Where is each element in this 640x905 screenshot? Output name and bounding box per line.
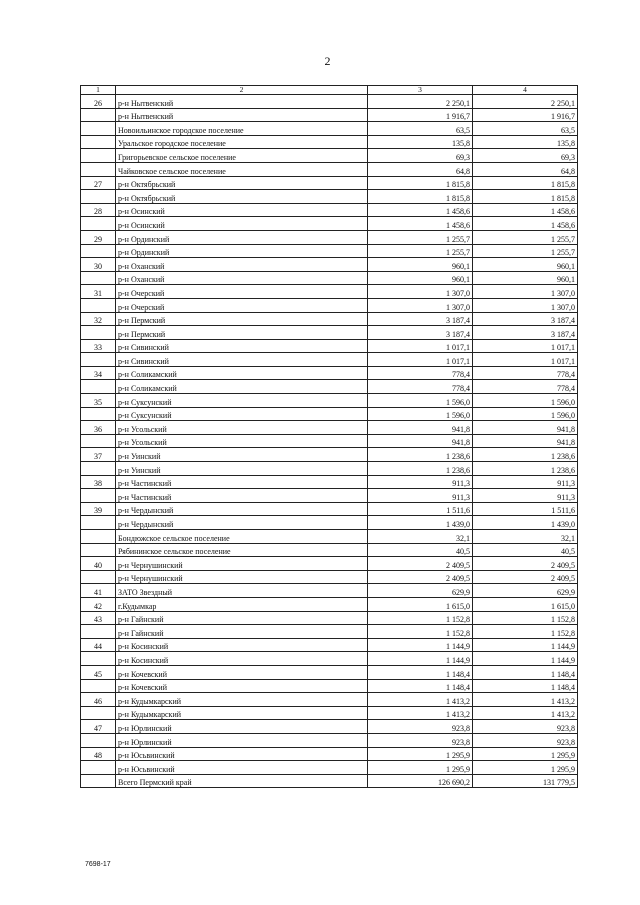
row-name-cell: р-н Кочевский (116, 665, 368, 679)
row-number-cell (81, 162, 116, 176)
row-number-cell: 36 (81, 421, 116, 435)
row-value-col4-cell: 1 144,9 (473, 652, 578, 666)
table-row (81, 380, 578, 394)
row-value-col3-cell: 1 255,7 (368, 244, 473, 258)
table-row (81, 733, 578, 747)
row-value-col3-cell: 3 187,4 (368, 326, 473, 340)
table-row (81, 597, 578, 611)
row-number-cell: 30 (81, 258, 116, 272)
table-row (81, 258, 578, 272)
row-value-col3-cell: 1 815,8 (368, 190, 473, 204)
row-name-cell: р-н Нытвенский (116, 95, 368, 109)
row-value-col3-cell: 1 458,6 (368, 217, 473, 231)
row-value-col4-cell: 629,9 (473, 584, 578, 598)
row-number-cell: 47 (81, 720, 116, 734)
row-name-cell: р-н Усольский (116, 421, 368, 435)
row-name-cell: р-н Суксунский (116, 407, 368, 421)
row-name-cell: р-н Ординский (116, 244, 368, 258)
row-value-col3-cell: 1 295,9 (368, 761, 473, 775)
row-name-cell: Всего Пермский край (116, 774, 368, 788)
row-number-cell (81, 244, 116, 258)
row-value-col4-cell: 1 238,6 (473, 448, 578, 462)
row-value-col3-cell: 64,8 (368, 162, 473, 176)
row-value-col4-cell: 3 187,4 (473, 326, 578, 340)
row-number-cell: 27 (81, 176, 116, 190)
row-value-col4-cell: 1 458,6 (473, 217, 578, 231)
table-row (81, 706, 578, 720)
table-row (81, 611, 578, 625)
row-value-col4-cell: 1 152,8 (473, 625, 578, 639)
row-number-cell: 42 (81, 597, 116, 611)
row-value-col3-cell: 1 148,4 (368, 665, 473, 679)
row-number-cell (81, 774, 116, 788)
row-number-cell (81, 190, 116, 204)
row-value-col3-cell: 69,3 (368, 149, 473, 163)
table-body (81, 86, 578, 788)
page-number: 2 (324, 54, 331, 68)
table-row (81, 326, 578, 340)
row-name-cell: Рябининское сельское поселение (116, 543, 368, 557)
row-value-col3-cell: 1 615,0 (368, 597, 473, 611)
row-value-col3-cell: 1 152,8 (368, 625, 473, 639)
row-name-cell: р-н Уинский (116, 462, 368, 476)
table-row (81, 298, 578, 312)
row-number-cell: 32 (81, 312, 116, 326)
header-cell-3: 3 (368, 86, 473, 95)
table-row (81, 720, 578, 734)
row-number-cell (81, 298, 116, 312)
row-name-cell: г.Кудымкар (116, 597, 368, 611)
row-value-col3-cell: 1 255,7 (368, 230, 473, 244)
row-value-col3-cell: 941,8 (368, 421, 473, 435)
table-row (81, 584, 578, 598)
table-row (81, 271, 578, 285)
row-name-cell: р-н Октябрьский (116, 190, 368, 204)
row-value-col3-cell: 1 815,8 (368, 176, 473, 190)
row-number-cell (81, 108, 116, 122)
row-number-cell (81, 462, 116, 476)
row-name-cell: р-н Косинский (116, 652, 368, 666)
budget-table (80, 85, 578, 788)
row-number-cell (81, 135, 116, 149)
row-value-col4-cell: 1 017,1 (473, 353, 578, 367)
row-name-cell: р-н Гайнский (116, 625, 368, 639)
table-row (81, 394, 578, 408)
row-number-cell: 46 (81, 693, 116, 707)
table-row (81, 353, 578, 367)
row-number-cell: 35 (81, 394, 116, 408)
row-name-cell: р-н Очерский (116, 298, 368, 312)
table-row (81, 652, 578, 666)
table-row (81, 95, 578, 109)
row-value-col3-cell: 2 409,5 (368, 570, 473, 584)
row-name-cell: р-н Гайнский (116, 611, 368, 625)
row-value-col3-cell: 135,8 (368, 135, 473, 149)
row-number-cell: 26 (81, 95, 116, 109)
row-value-col4-cell: 1 152,8 (473, 611, 578, 625)
row-value-col3-cell: 1 307,0 (368, 285, 473, 299)
table-row (81, 190, 578, 204)
table-row (81, 774, 578, 788)
row-name-cell: р-н Суксунский (116, 394, 368, 408)
row-number-cell (81, 149, 116, 163)
row-name-cell: р-н Осинский (116, 203, 368, 217)
row-value-col3-cell: 1 413,2 (368, 706, 473, 720)
row-name-cell: р-н Юрлинский (116, 720, 368, 734)
row-name-cell: Чайковское сельское поселение (116, 162, 368, 176)
row-number-cell: 31 (81, 285, 116, 299)
table-row (81, 285, 578, 299)
row-value-col3-cell: 911,3 (368, 489, 473, 503)
row-value-col4-cell: 1 307,0 (473, 285, 578, 299)
row-name-cell: ЗАТО Звездный (116, 584, 368, 598)
header-cell-4: 4 (473, 86, 578, 95)
table-row (81, 747, 578, 761)
row-value-col3-cell: 1 439,0 (368, 516, 473, 530)
row-value-col3-cell: 1 511,6 (368, 502, 473, 516)
row-value-col4-cell: 1 413,2 (473, 706, 578, 720)
row-number-cell: 43 (81, 611, 116, 625)
table-row (81, 761, 578, 775)
row-value-col3-cell: 40,5 (368, 543, 473, 557)
header-cell-2: 2 (116, 86, 368, 95)
row-value-col4-cell: 32,1 (473, 530, 578, 544)
table-row (81, 625, 578, 639)
row-number-cell (81, 706, 116, 720)
row-name-cell: р-н Кочевский (116, 679, 368, 693)
row-number-cell (81, 652, 116, 666)
table-row (81, 312, 578, 326)
row-name-cell: р-н Оханский (116, 258, 368, 272)
row-value-col4-cell: 69,3 (473, 149, 578, 163)
row-value-col3-cell: 1 238,6 (368, 462, 473, 476)
row-value-col4-cell: 1 413,2 (473, 693, 578, 707)
row-number-cell (81, 516, 116, 530)
row-value-col4-cell: 1 307,0 (473, 298, 578, 312)
row-value-col4-cell: 1 144,9 (473, 638, 578, 652)
row-value-col3-cell: 1 017,1 (368, 353, 473, 367)
table-row (81, 570, 578, 584)
row-value-col4-cell: 1 596,0 (473, 407, 578, 421)
row-value-col4-cell: 63,5 (473, 122, 578, 136)
row-value-col4-cell: 778,4 (473, 366, 578, 380)
row-value-col4-cell: 1 238,6 (473, 462, 578, 476)
row-name-cell: р-н Юрлинский (116, 733, 368, 747)
row-value-col3-cell: 1 144,9 (368, 638, 473, 652)
row-value-col3-cell: 1 238,6 (368, 448, 473, 462)
row-value-col3-cell: 960,1 (368, 271, 473, 285)
row-value-col3-cell: 2 250,1 (368, 95, 473, 109)
row-value-col4-cell: 64,8 (473, 162, 578, 176)
row-number-cell (81, 217, 116, 231)
row-number-cell (81, 271, 116, 285)
row-name-cell: р-н Октябрьский (116, 176, 368, 190)
row-value-col4-cell: 1 439,0 (473, 516, 578, 530)
table-row (81, 693, 578, 707)
row-value-col3-cell: 1 295,9 (368, 747, 473, 761)
row-name-cell: р-н Усольский (116, 434, 368, 448)
row-number-cell: 28 (81, 203, 116, 217)
row-value-col3-cell: 1 916,7 (368, 108, 473, 122)
row-value-col3-cell: 1 152,8 (368, 611, 473, 625)
header-cell-1: 1 (81, 86, 116, 95)
row-name-cell: р-н Частинский (116, 489, 368, 503)
row-value-col4-cell: 1 596,0 (473, 394, 578, 408)
row-name-cell: р-н Чернушинский (116, 570, 368, 584)
row-value-col3-cell: 923,8 (368, 720, 473, 734)
row-value-col4-cell: 1 815,8 (473, 176, 578, 190)
row-value-col3-cell: 941,8 (368, 434, 473, 448)
row-value-col4-cell: 1 295,9 (473, 761, 578, 775)
row-name-cell: р-н Пермский (116, 312, 368, 326)
row-number-cell: 44 (81, 638, 116, 652)
row-value-col4-cell: 923,8 (473, 720, 578, 734)
row-number-cell: 45 (81, 665, 116, 679)
row-value-col4-cell: 2 250,1 (473, 95, 578, 109)
row-value-col3-cell: 1 148,4 (368, 679, 473, 693)
row-value-col4-cell: 1 148,4 (473, 679, 578, 693)
table-row (81, 421, 578, 435)
row-value-col4-cell: 2 409,5 (473, 570, 578, 584)
table-row (81, 339, 578, 353)
row-value-col3-cell: 1 458,6 (368, 203, 473, 217)
row-number-cell (81, 570, 116, 584)
row-value-col3-cell: 629,9 (368, 584, 473, 598)
row-name-cell: р-н Сивинский (116, 339, 368, 353)
row-value-col3-cell: 1 144,9 (368, 652, 473, 666)
table-row (81, 244, 578, 258)
row-number-cell (81, 733, 116, 747)
row-value-col4-cell: 778,4 (473, 380, 578, 394)
row-name-cell: р-н Нытвенский (116, 108, 368, 122)
row-value-col4-cell: 2 409,5 (473, 557, 578, 571)
row-name-cell: р-н Кудымкарский (116, 706, 368, 720)
table-row (81, 108, 578, 122)
table-row (81, 434, 578, 448)
table-row (81, 122, 578, 136)
row-value-col4-cell: 1 511,6 (473, 502, 578, 516)
row-name-cell: р-н Чернушинский (116, 557, 368, 571)
row-value-col4-cell: 923,8 (473, 733, 578, 747)
table-row (81, 679, 578, 693)
row-name-cell: р-н Пермский (116, 326, 368, 340)
row-number-cell (81, 353, 116, 367)
row-name-cell: р-н Осинский (116, 217, 368, 231)
row-number-cell: 38 (81, 475, 116, 489)
row-value-col3-cell: 32,1 (368, 530, 473, 544)
row-value-col4-cell: 3 187,4 (473, 312, 578, 326)
row-number-cell (81, 434, 116, 448)
document-code: 7698-17 (85, 861, 111, 868)
row-number-cell: 34 (81, 366, 116, 380)
row-value-col4-cell: 1 295,9 (473, 747, 578, 761)
row-number-cell (81, 530, 116, 544)
row-value-col4-cell: 911,3 (473, 489, 578, 503)
row-name-cell: р-н Сивинский (116, 353, 368, 367)
row-name-cell: р-н Косинский (116, 638, 368, 652)
row-name-cell: р-н Оханский (116, 271, 368, 285)
table-row (81, 162, 578, 176)
row-value-col4-cell: 135,8 (473, 135, 578, 149)
table-row (81, 557, 578, 571)
row-number-cell: 41 (81, 584, 116, 598)
row-name-cell: р-н Уинский (116, 448, 368, 462)
table-row (81, 665, 578, 679)
row-number-cell: 39 (81, 502, 116, 516)
table-row (81, 462, 578, 476)
row-value-col4-cell: 1 615,0 (473, 597, 578, 611)
row-value-col3-cell: 63,5 (368, 122, 473, 136)
row-number-cell: 48 (81, 747, 116, 761)
row-number-cell: 33 (81, 339, 116, 353)
row-value-col3-cell: 3 187,4 (368, 312, 473, 326)
table-row (81, 135, 578, 149)
row-name-cell: р-н Ординский (116, 230, 368, 244)
row-value-col3-cell: 960,1 (368, 258, 473, 272)
table-row (81, 448, 578, 462)
row-value-col4-cell: 960,1 (473, 271, 578, 285)
row-value-col3-cell: 1 596,0 (368, 394, 473, 408)
row-value-col4-cell: 1 255,7 (473, 244, 578, 258)
table-row (81, 217, 578, 231)
row-value-col4-cell: 40,5 (473, 543, 578, 557)
row-name-cell: р-н Чердынский (116, 502, 368, 516)
row-name-cell: р-н Соликамский (116, 366, 368, 380)
row-value-col4-cell: 941,8 (473, 434, 578, 448)
row-name-cell: р-н Очерский (116, 285, 368, 299)
row-value-col4-cell: 131 779,5 (473, 774, 578, 788)
row-value-col3-cell: 1 596,0 (368, 407, 473, 421)
row-value-col3-cell: 923,8 (368, 733, 473, 747)
row-name-cell: р-н Соликамский (116, 380, 368, 394)
row-value-col4-cell: 1 148,4 (473, 665, 578, 679)
row-number-cell (81, 625, 116, 639)
table-row (81, 530, 578, 544)
table-row (81, 502, 578, 516)
row-number-cell (81, 122, 116, 136)
table-row (81, 516, 578, 530)
row-value-col3-cell: 1 413,2 (368, 693, 473, 707)
table-row (81, 475, 578, 489)
row-value-col4-cell: 1 916,7 (473, 108, 578, 122)
table-header-row (81, 86, 578, 95)
row-value-col3-cell: 1 307,0 (368, 298, 473, 312)
table-row (81, 489, 578, 503)
table-row (81, 176, 578, 190)
row-number-cell: 37 (81, 448, 116, 462)
row-name-cell: Новоильинское городское поселение (116, 122, 368, 136)
row-number-cell (81, 407, 116, 421)
row-number-cell (81, 326, 116, 340)
row-number-cell (81, 761, 116, 775)
row-number-cell (81, 380, 116, 394)
row-value-col4-cell: 941,8 (473, 421, 578, 435)
row-value-col3-cell: 1 017,1 (368, 339, 473, 353)
table-row (81, 149, 578, 163)
row-name-cell: р-н Чердынский (116, 516, 368, 530)
row-name-cell: р-н Кудымкарский (116, 693, 368, 707)
row-number-cell: 40 (81, 557, 116, 571)
table-row (81, 407, 578, 421)
table-row (81, 638, 578, 652)
table-row (81, 203, 578, 217)
table-row (81, 366, 578, 380)
row-value-col4-cell: 1 017,1 (473, 339, 578, 353)
row-name-cell: р-н Юсьвинский (116, 761, 368, 775)
row-value-col4-cell: 1 815,8 (473, 190, 578, 204)
row-value-col4-cell: 911,3 (473, 475, 578, 489)
row-name-cell: Бондюжское сельское поселение (116, 530, 368, 544)
row-number-cell (81, 679, 116, 693)
row-number-cell: 29 (81, 230, 116, 244)
row-name-cell: Уральское городское поселение (116, 135, 368, 149)
row-number-cell (81, 489, 116, 503)
row-value-col4-cell: 1 255,7 (473, 230, 578, 244)
row-value-col3-cell: 2 409,5 (368, 557, 473, 571)
row-value-col3-cell: 911,3 (368, 475, 473, 489)
row-value-col4-cell: 960,1 (473, 258, 578, 272)
row-value-col4-cell: 1 458,6 (473, 203, 578, 217)
table-row (81, 543, 578, 557)
row-number-cell (81, 543, 116, 557)
row-name-cell: р-н Частинский (116, 475, 368, 489)
row-name-cell: Григорьевское сельское поселение (116, 149, 368, 163)
row-value-col3-cell: 126 690,2 (368, 774, 473, 788)
row-value-col3-cell: 778,4 (368, 380, 473, 394)
row-value-col3-cell: 778,4 (368, 366, 473, 380)
row-name-cell: р-н Юсьвинский (116, 747, 368, 761)
table-row (81, 230, 578, 244)
